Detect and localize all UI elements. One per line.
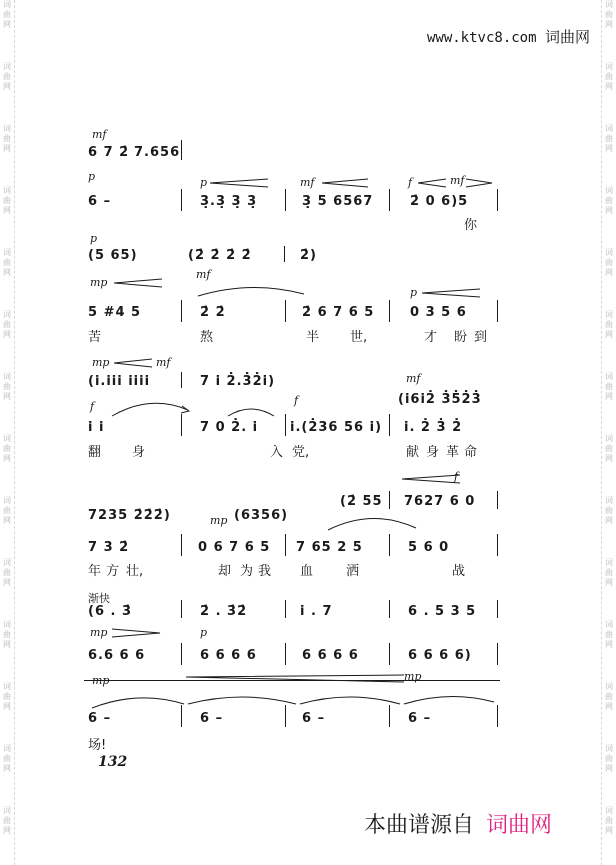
- bar-line: [389, 491, 390, 509]
- melody-notes: 3̣.3̣ 3̣ 3̣: [200, 194, 258, 209]
- dynamic-mark: p: [410, 286, 418, 299]
- dynamic-mark: mf: [300, 176, 315, 189]
- melody-notes: i i: [88, 420, 105, 435]
- melody-notes: 2̇): [300, 248, 317, 263]
- dynamic-mark: p: [200, 626, 208, 639]
- dynamic-mark: mf: [406, 372, 421, 385]
- dynamic-mark: f: [90, 400, 95, 413]
- dynamic-mark: mf: [156, 356, 171, 369]
- bar-line: [181, 300, 182, 322]
- dynamic-mark: f: [294, 394, 299, 407]
- site-url[interactable]: www.ktvc8.com: [426, 30, 537, 46]
- site-name[interactable]: 词曲网: [544, 28, 590, 46]
- crescendo-hairpin: [186, 674, 406, 688]
- lyric: 方: [106, 564, 120, 579]
- lyric: 世,: [350, 330, 368, 345]
- lyric: 盼: [454, 330, 468, 345]
- slur: [196, 282, 306, 298]
- watermark-glyphs: 词 曲 网: [605, 620, 613, 649]
- bar-line: [497, 300, 498, 322]
- watermark-glyphs: 词 曲 网: [605, 558, 613, 587]
- melody-notes: 7 0 2̇. i: [200, 420, 259, 435]
- brand-link[interactable]: 词曲网: [486, 813, 553, 838]
- bar-line: [497, 534, 498, 556]
- crescendo-hairpin: [114, 278, 164, 288]
- decrescendo-hairpin: [112, 628, 162, 638]
- watermark-glyphs: 词 曲 网: [3, 62, 11, 91]
- bar-line: [389, 300, 390, 322]
- melody-notes: 6 . 5 3 5: [408, 604, 477, 619]
- accompaniment-notes: 6.6 6 6: [88, 648, 146, 663]
- melody-notes: 5 6 0: [408, 540, 450, 555]
- melody-notes: 2̇ 2̇: [200, 305, 226, 320]
- melody-notes: (i.iii iiii: [88, 374, 151, 389]
- slur: [226, 404, 276, 418]
- watermark-glyphs: 词 曲 网: [605, 496, 613, 525]
- dynamic-mark: mp: [92, 356, 110, 369]
- bar-line: [389, 189, 390, 211]
- crescendo-hairpin: [418, 178, 448, 188]
- melody-notes: i.(2̇36 56 i): [290, 420, 383, 435]
- lyric: 战: [452, 564, 466, 579]
- watermark-glyphs: 词 曲 网: [3, 558, 11, 587]
- watermark-glyphs: 词 曲 网: [605, 372, 613, 401]
- melody-notes: 6 –: [408, 711, 432, 726]
- watermark-glyphs: 词 曲 网: [3, 0, 11, 29]
- watermark-glyphs: 词 曲 网: [3, 248, 11, 277]
- dynamic-mark: mp: [92, 674, 110, 687]
- dynamic-mark: f: [408, 176, 413, 189]
- melody-notes: i. 2̇ 3̇ 2̇: [404, 420, 463, 435]
- watermark-glyphs: 词 曲 网: [3, 124, 11, 153]
- bar-line: [497, 189, 498, 211]
- slur: [326, 512, 418, 532]
- bar-line: [285, 414, 286, 436]
- dynamic-mark: p: [90, 232, 98, 245]
- lyric: 为: [240, 564, 254, 579]
- bar-line: [389, 705, 390, 727]
- melody-notes: 5 #4 5: [88, 305, 142, 320]
- lyric: 到: [474, 330, 488, 345]
- bar-line: [285, 189, 286, 211]
- bar-line: [181, 140, 182, 160]
- watermark-glyphs: 词 曲 网: [3, 372, 11, 401]
- melody-notes: 6 –: [88, 194, 112, 209]
- bar-line: [285, 600, 286, 618]
- melody-notes: 2̇ 6 7 6 5: [302, 305, 375, 320]
- melody-notes: (5 65): [88, 248, 138, 263]
- bar-line: [181, 189, 182, 211]
- dynamic-mark: f: [454, 470, 459, 483]
- bar-line: [497, 705, 498, 727]
- dynamic-mark: p: [200, 176, 208, 189]
- crescendo-hairpin: [210, 178, 270, 188]
- lyric: 革: [446, 445, 460, 460]
- lyric: 献: [406, 445, 420, 460]
- watermark-glyphs: 词 曲 网: [3, 310, 11, 339]
- watermark-glyphs: 词 曲 网: [605, 124, 613, 153]
- melody-notes: 7 3 2̇: [88, 540, 130, 555]
- crescendo-hairpin: [114, 358, 154, 368]
- melody-notes: 0 6 7 6 5: [198, 540, 271, 555]
- site-url-header[interactable]: [427, 26, 590, 47]
- watermark-glyphs: 词 曲 网: [605, 186, 613, 215]
- lyric: 熬: [200, 330, 214, 345]
- melody-notes: 2̇ 0 6)5: [410, 194, 469, 209]
- lyric: 却: [218, 564, 232, 579]
- melody-notes: 7627 6 0: [404, 494, 476, 509]
- bar-line: [181, 414, 182, 436]
- lyric: 命: [464, 445, 478, 460]
- melody-notes: 7235 2̇2̇2̇): [88, 508, 171, 523]
- decrescendo-hairpin: [466, 178, 494, 188]
- lyric: 我: [258, 564, 272, 579]
- watermark-glyphs: 词 曲 网: [605, 0, 613, 29]
- bar-line: [181, 372, 182, 388]
- bar-line: [285, 534, 286, 556]
- tempo-marking: 渐快: [88, 592, 110, 605]
- lyric: 半: [306, 330, 320, 345]
- lyric: 入: [270, 445, 284, 460]
- lyric: 党,: [292, 445, 310, 460]
- lyric: 才: [424, 330, 438, 345]
- watermark-glyphs: 词 曲 网: [605, 310, 613, 339]
- watermark-glyphs: 词 曲 网: [605, 248, 613, 277]
- tie: [88, 688, 498, 712]
- lyric: 场!: [88, 738, 107, 753]
- lyric: 你: [464, 218, 478, 233]
- lyric: 翻: [88, 445, 102, 460]
- lyric: 壮,: [126, 564, 144, 579]
- melody-notes: 3̣ 5 6567: [302, 194, 374, 209]
- bar-line: [389, 534, 390, 556]
- watermark-glyphs: 词 曲 网: [605, 62, 613, 91]
- lyric: 身: [426, 445, 440, 460]
- bar-line: [181, 534, 182, 556]
- bar-line: [497, 643, 498, 665]
- dynamic-mark: mf: [196, 268, 211, 281]
- melody-notes: (2̇ 2̇ 2̇ 2̇: [188, 248, 252, 263]
- lyric: 身: [132, 445, 146, 460]
- melody-notes: 7 i 2̇.3̇2̇i): [200, 374, 276, 389]
- bar-line: [389, 414, 390, 436]
- accompaniment-notes: 6 6 6 6: [302, 648, 359, 663]
- lyric: 血: [300, 564, 314, 579]
- bar-line: [181, 705, 182, 727]
- watermark-glyphs: 词 曲 网: [3, 682, 11, 711]
- bar-line: [285, 300, 286, 322]
- accompaniment-notes: 6 6 6 6: [200, 648, 257, 663]
- melody-notes: 6 7 2̇: [88, 145, 130, 160]
- right-watermark-strip: [601, 0, 616, 865]
- dynamic-mark: mp: [90, 276, 108, 289]
- dynamic-mark: p: [88, 170, 96, 183]
- dynamic-mark: mp: [210, 514, 228, 527]
- crescendo-hairpin: [400, 474, 462, 484]
- melody-notes: 7.656: [134, 145, 181, 160]
- watermark-glyphs: 词 曲 网: [3, 620, 11, 649]
- melody-notes: (6356): [234, 508, 289, 523]
- lyric: 苦: [88, 330, 102, 345]
- bar-line: [181, 643, 182, 665]
- crescendo-hairpin: [422, 288, 482, 298]
- watermark-glyphs: 词 曲 网: [605, 682, 613, 711]
- melody-notes: i . 7: [300, 604, 333, 619]
- dynamic-mark: mf: [450, 174, 465, 187]
- melody-notes: 2̇ . 3̇2̇: [200, 604, 248, 619]
- dynamic-mark: mf: [92, 128, 107, 141]
- left-watermark-strip: [0, 0, 15, 865]
- watermark-glyphs: 词 曲 网: [605, 744, 613, 773]
- melody-notes: 0 3 5 6: [410, 305, 467, 320]
- source-prefix: 本曲谱源自: [364, 813, 475, 838]
- watermark-glyphs: 词 曲 网: [3, 744, 11, 773]
- melody-notes: 6 –: [88, 711, 112, 726]
- crescendo-hairpin: [320, 178, 370, 188]
- melody-notes: 6 –: [302, 711, 326, 726]
- melody-notes: (2̇ 55: [340, 494, 383, 509]
- dynamic-mark: mp: [404, 670, 422, 683]
- bar-line: [284, 246, 285, 262]
- bar-line: [389, 600, 390, 618]
- watermark-glyphs: 词 曲 网: [3, 496, 11, 525]
- bar-line: [285, 705, 286, 727]
- watermark-glyphs: 词 曲 网: [3, 186, 11, 215]
- bar-line: [389, 643, 390, 665]
- bar-line: [181, 600, 182, 618]
- watermark-glyphs: 词 曲 网: [3, 806, 11, 835]
- lyric: 洒: [346, 564, 360, 579]
- melody-notes: 7 65 2 5: [296, 540, 363, 555]
- melody-notes: 6 –: [200, 711, 224, 726]
- source-footer: [364, 808, 552, 839]
- lyric: 年: [88, 564, 102, 579]
- dynamic-mark: mp: [90, 626, 108, 639]
- watermark-glyphs: 词 曲 网: [3, 434, 11, 463]
- accompaniment-notes: 6 6 6 6): [408, 648, 472, 663]
- melody-notes: (i6i2̇ 3̇5̇2̇3̇: [398, 392, 482, 407]
- melody-notes: (6 . 3̇: [88, 604, 133, 619]
- watermark-glyphs: 词 曲 网: [605, 806, 613, 835]
- page-number: 132: [98, 754, 128, 770]
- bar-line: [497, 491, 498, 509]
- bar-line: [285, 643, 286, 665]
- bar-line: [497, 600, 498, 618]
- watermark-glyphs: 词 曲 网: [605, 434, 613, 463]
